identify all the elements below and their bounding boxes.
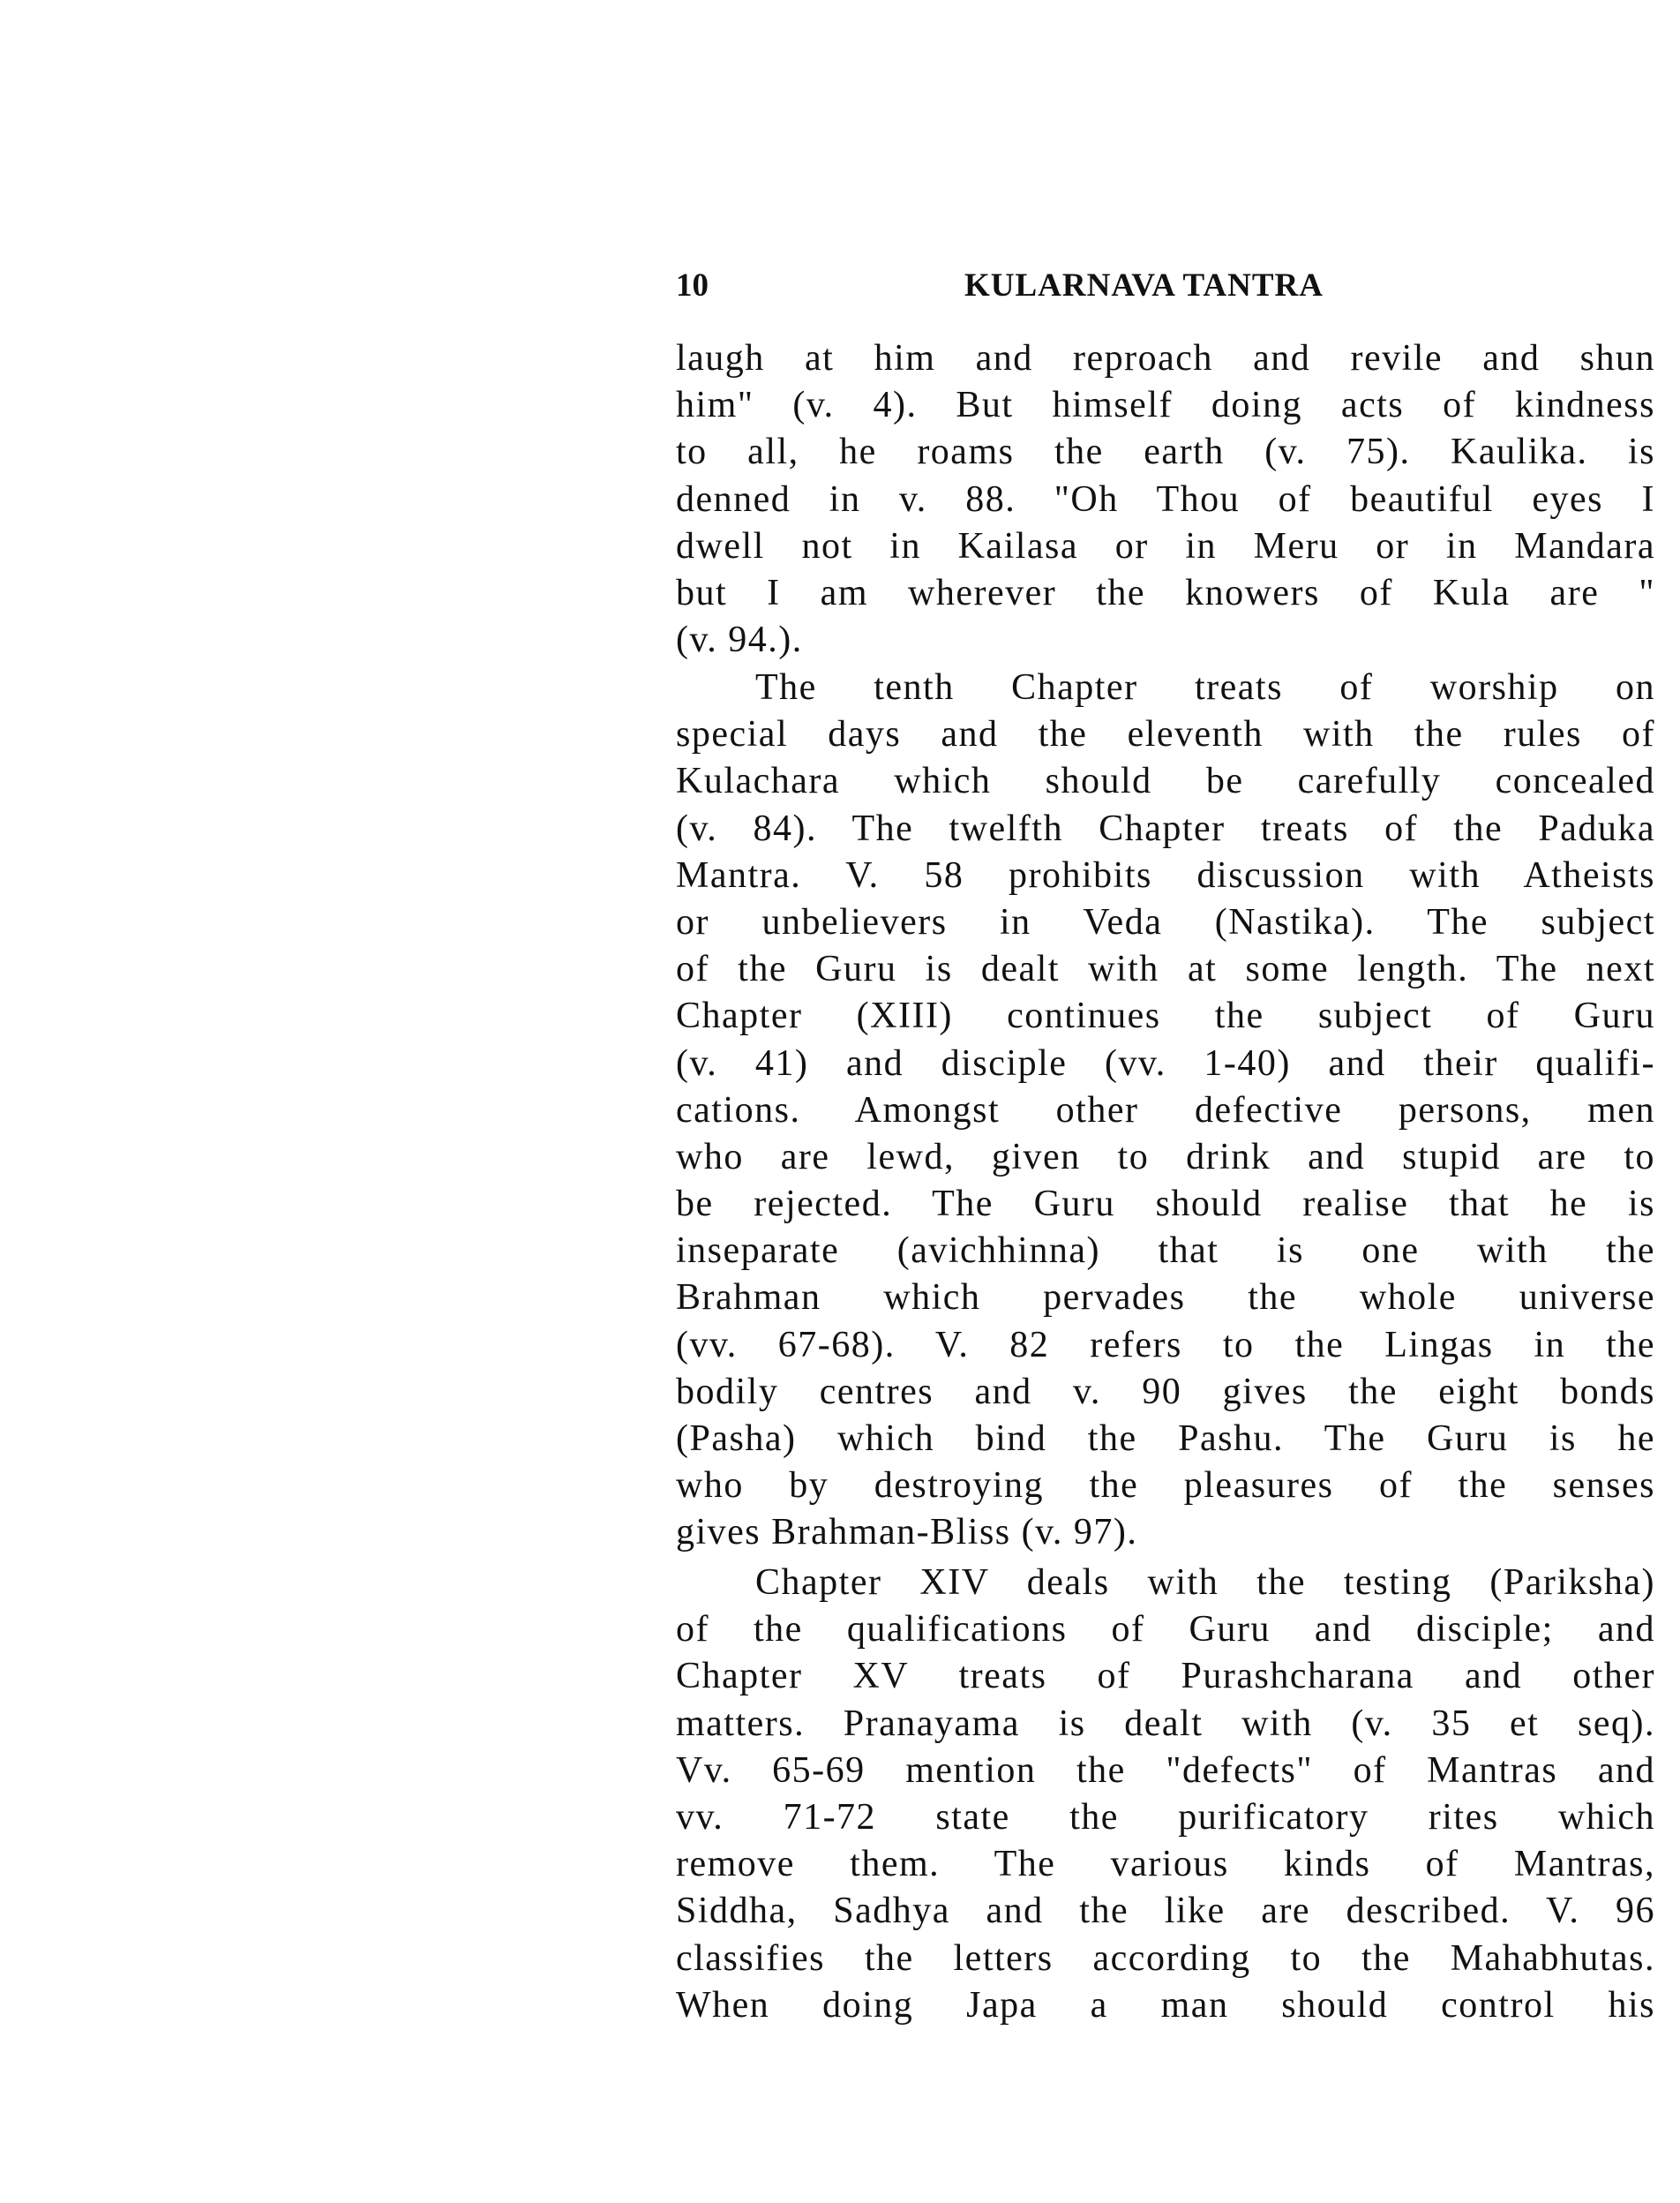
- text-line: Mantra. V. 58 prohibits discussion with Atheists: [676, 854, 1655, 896]
- text-line: Vv. 65-69 mention the "defects" of Mantras and: [676, 1749, 1655, 1791]
- paragraph: [676, 665, 1655, 1557]
- text-line: or unbelievers in Veda (Nastika). The subject: [676, 901, 1655, 943]
- text-line: of the qualifications of Guru and disciple; and: [676, 1609, 1655, 1650]
- text-line: When doing Japa a man should control his: [676, 1984, 1655, 2026]
- text-line: Chapter (XIII) continues the subject of Guru: [676, 996, 1655, 1037]
- text-line: inseparate (avichhinna) that is one with the: [676, 1230, 1655, 1272]
- text-line: but I am wherever the knowers of Kula are ": [676, 572, 1655, 613]
- text-line: (v. 41) and disciple (vv. 1-40) and their qualifi-: [676, 1042, 1655, 1084]
- text-line: bodily centres and v. 90 gives the eight bonds: [676, 1371, 1655, 1412]
- running-title: KULARNAVA TANTRA: [964, 267, 1324, 304]
- text-line: special days and the eleventh with the rules of: [676, 714, 1655, 756]
- text-line: The tenth Chapter treats of worship on: [755, 667, 1655, 708]
- text-line: gives Brahman-Bliss (v. 97).: [676, 1512, 1138, 1553]
- text-line: vv. 71-72 state the purificatory rites which: [676, 1796, 1655, 1838]
- text-line: be rejected. The Guru should realise that he is: [676, 1184, 1655, 1225]
- text-line: (vv. 67-68). V. 82 refers to the Lingas in the: [676, 1324, 1655, 1365]
- text-line: classifies the letters according to the Mahabhutas.: [676, 1937, 1655, 1979]
- text-line: Kulachara which should be carefully concealed: [676, 761, 1655, 802]
- text-line: of the Guru is dealt with at some length. The next: [676, 949, 1655, 990]
- text-line: Brahman which pervades the whole universe: [676, 1277, 1655, 1319]
- paragraph: [676, 1560, 1655, 2029]
- text-line: (Pasha) which bind the Pashu. The Guru is he: [676, 1418, 1655, 1459]
- text-line: cations. Amongst other defective persons, men: [676, 1089, 1655, 1131]
- text-line: matters. Pranayama is dealt with (v. 35 et seq).: [676, 1703, 1655, 1744]
- paragraph: [676, 335, 1655, 664]
- text-line: laugh at him and reproach and revile and shun: [676, 338, 1655, 379]
- text-line: (v. 84). The twelfth Chapter treats of the Paduka: [676, 808, 1655, 849]
- page-header: [676, 265, 1382, 307]
- text-line: Chapter XIV deals with the testing (Pariksha): [755, 1562, 1655, 1603]
- text-line: Siddha, Sadhya and the like are described. V. 96: [676, 1891, 1655, 1932]
- text-line: to all, he roams the earth (v. 75). Kaulika. is: [676, 432, 1655, 473]
- text-line: remove them. The various kinds of Mantras,: [676, 1844, 1655, 1885]
- text-line: who by destroying the pleasures of the senses: [676, 1465, 1655, 1507]
- text-line: dwell not in Kailasa or in Meru or in Mandara: [676, 525, 1655, 567]
- text-line: denned in v. 88. "Oh Thou of beautiful eyes I: [676, 478, 1655, 520]
- text-line: Chapter XV treats of Purashcharana and other: [676, 1656, 1655, 1697]
- text-line: (v. 94.).: [676, 620, 803, 661]
- page-number: 10: [676, 267, 709, 304]
- text-line: who are lewd, given to drink and stupid are to: [676, 1136, 1655, 1177]
- text-line: him" (v. 4). But himself doing acts of kindness: [676, 385, 1655, 426]
